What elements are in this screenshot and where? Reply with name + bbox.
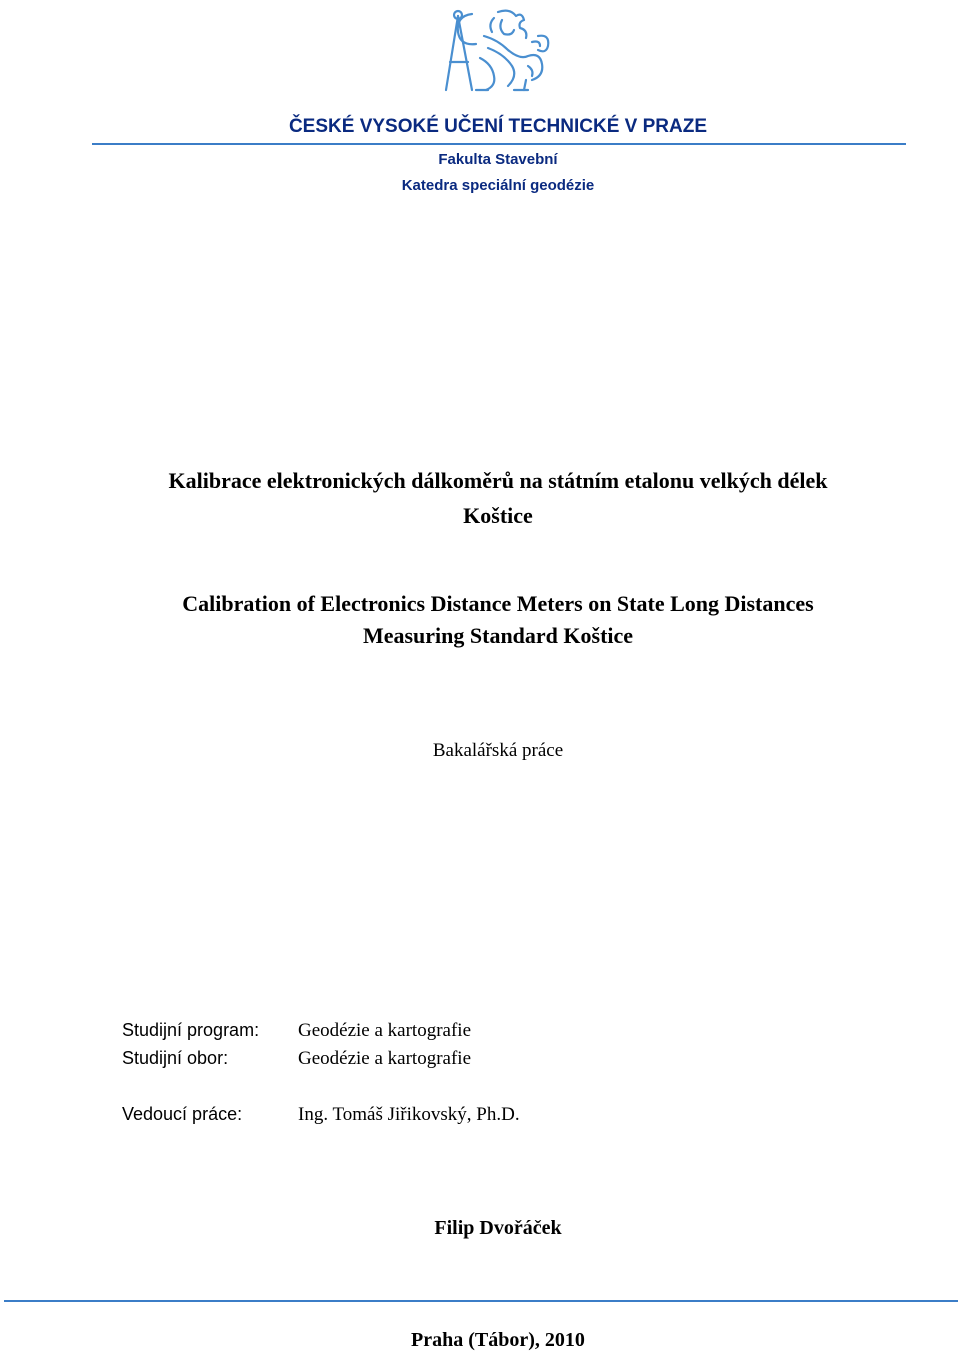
supervisor-value: Ing. Tomáš Jiřikovský, Ph.D.: [298, 1104, 520, 1125]
study-program-label: Studijní program:: [122, 1020, 260, 1040]
study-field-label: Studijní obor:: [122, 1048, 229, 1068]
title-english-line-2: Measuring Standard Koštice: [362, 623, 634, 648]
university-name: ČESKÉ VYSOKÉ UČENÍ TECHNICKÉ V PRAZE: [288, 116, 708, 137]
title-czech-line-1: Kalibrace elektronických dálkoměrů na státním etalonu velkých délek: [168, 468, 828, 493]
header-divider: [92, 143, 906, 145]
title-czech-line-2: Koštice: [463, 503, 533, 528]
title-english-line-1: Calibration of Electronics Distance Meters on State Long Distances: [182, 591, 814, 616]
author-name: Filip Dvořáček: [434, 1217, 562, 1239]
faculty-name: Fakulta Stavební: [438, 151, 558, 168]
thesis-type: Bakalářská práce: [432, 740, 564, 761]
department-name: Katedra speciální geodézie: [401, 177, 595, 194]
ctu-lion-logo-icon: [428, 6, 554, 94]
place-and-year: Praha (Tábor), 2010: [411, 1329, 585, 1351]
study-field-value: Geodézie a kartografie: [298, 1048, 472, 1069]
study-program-value: Geodézie a kartografie: [298, 1020, 472, 1041]
supervisor-label: Vedoucí práce:: [122, 1104, 243, 1124]
footer-divider: [4, 1300, 958, 1302]
